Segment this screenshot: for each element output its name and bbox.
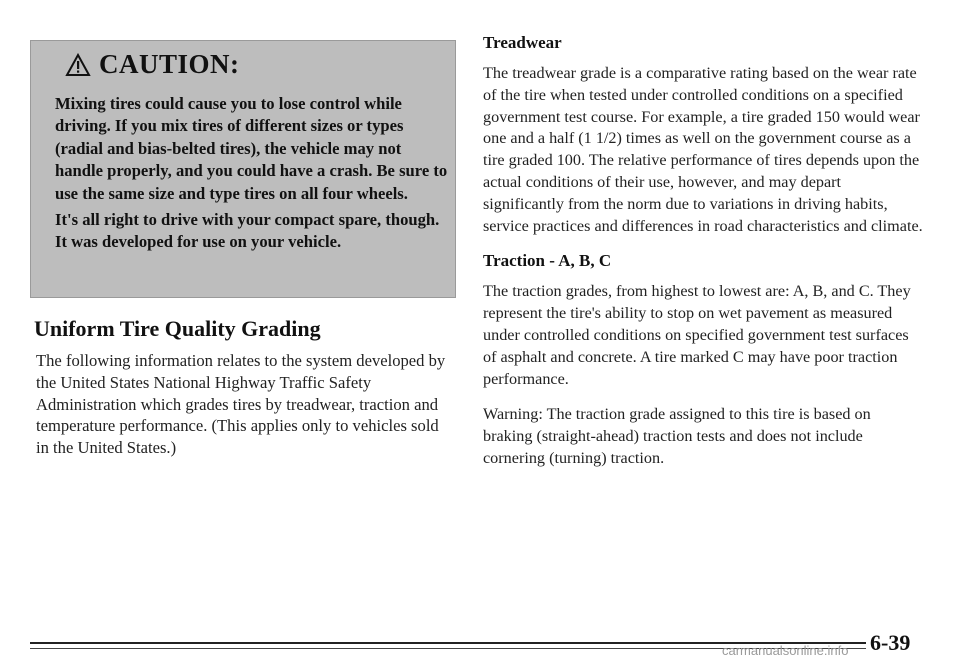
traction-body: The traction grades, from highest to lowest are: A, B, and C. They represent the tire's ability to stop on wet pavement as measured under controlled conditions on specified government test surfaces of asphalt and concrete. A tire marked C may have poor traction performance. bbox=[483, 282, 911, 388]
traction-heading: Traction - A, B, C bbox=[483, 251, 612, 271]
bottom-watermark: carmanualsonline.info bbox=[722, 643, 849, 658]
caution-title: CAUTION: bbox=[99, 49, 240, 79]
caution-header bbox=[65, 49, 240, 80]
uniform-body: The following information relates to the system developed by the United States National Highway Traffic Safety Administration which grades tires by treadwear, traction and temperature performance. (This applies only to vehicles sold in the United States.) bbox=[36, 351, 446, 458]
section-title: Uniform Tire Quality Grading bbox=[34, 316, 321, 341]
caution-paragraph: It's all right to drive with your compact spare, though. It was developed for use on your vehicle. bbox=[55, 210, 440, 252]
treadwear-body: The treadwear grade is a comparative rating based on the wear rate of the tire when tested under controlled conditions on a specified government test course. For example, a tire graded 150 would wear one and a half (1 1/2) times as well on the government course as a tire graded 100. The relative performance of tires depends upon the actual conditions of their use, however, and may depart significantly from the norm due to variations in driving habits, service practices and differences in road characteristics and climate. bbox=[483, 64, 923, 235]
right-column bbox=[483, 33, 923, 484]
treadwear-heading: Treadwear bbox=[483, 33, 562, 52]
caution-box bbox=[30, 40, 456, 298]
caution-paragraph: Mixing tires could cause you to lose control while driving. If you mix tires of different sizes or types (radial and bias-belted tires), the vehicle may not handle properly, and you could have a crash. Be sure to use the same size and type tires on all four wheels. bbox=[55, 94, 448, 203]
caution-text bbox=[55, 93, 450, 258]
traction-warning: Warning: The traction grade assigned to this tire is based on braking (straight-ahead) traction tests and does not include cornering (turning) traction. bbox=[483, 405, 871, 467]
warning-triangle-icon bbox=[65, 53, 91, 77]
page-number: 6-39 bbox=[870, 630, 911, 655]
